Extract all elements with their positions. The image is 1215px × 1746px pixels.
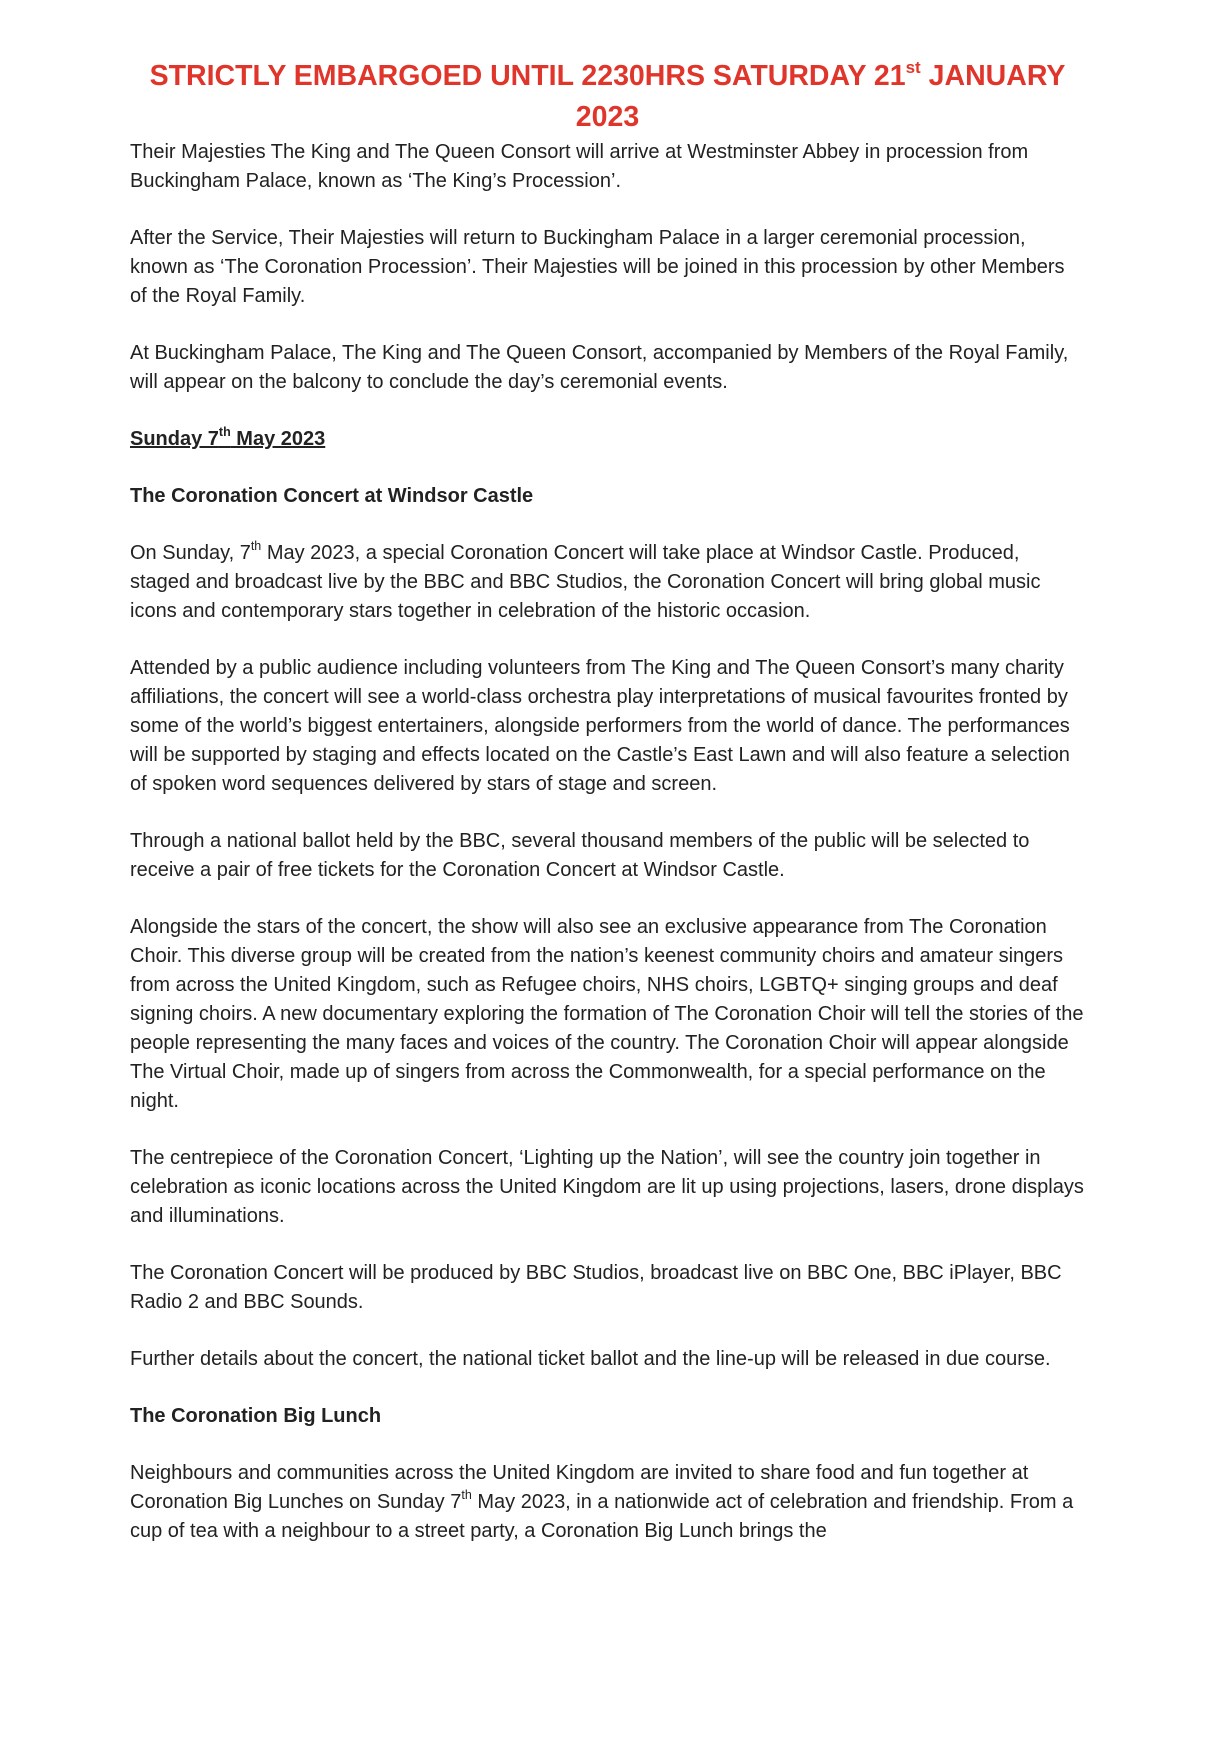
- paragraph-concert-broadcast: The Coronation Concert will be produced by BBC Studios, broadcast live on BBC One, BBC iPlayer, BBC Radio 2 and BBC Sounds.: [130, 1262, 1062, 1313]
- paragraph-concert-intro: [130, 539, 1085, 626]
- concert-intro-suffix: th: [250, 539, 262, 554]
- embargo-text-month: JANUARY: [920, 60, 1066, 92]
- date-heading-month: May 2023: [230, 428, 326, 450]
- big-lunch-suffix: th: [461, 1488, 472, 1503]
- concert-intro-start: On Sunday, 7: [130, 542, 251, 564]
- embargo-notice: [130, 56, 1085, 138]
- date-heading-suffix: th: [218, 425, 231, 440]
- embargo-text-year: 2023: [575, 101, 640, 133]
- date-heading-sunday: [130, 425, 1085, 454]
- section-heading-concert: The Coronation Concert at Windsor Castle: [130, 485, 534, 507]
- paragraph-coronation-choir: Alongside the stars of the concert, the show will also see an exclusive appearance from The Coronation Choir. This diverse group will be created from the nation’s keenest community choirs and amateur singers from across the United Kingdom, such as Refugee choirs, NHS choirs, LGBTQ+ singing groups and deaf signing choirs. A new documentary exploring the formation of The Coronation Choir will tell the stories of the people representing the many faces and voices of the country. The Coronation Choir will appear alongside The Virtual Choir, made up of singers from across the Commonwealth, for a special performance on the night.: [130, 916, 1084, 1112]
- paragraph-balcony: At Buckingham Palace, The King and The Queen Consort, accompanied by Members of the Royal Family, will appear on the balcony to conclude the day’s ceremonial events.: [130, 342, 1069, 393]
- date-heading-text: Sunday 7: [130, 428, 219, 450]
- section-heading-big-lunch: The Coronation Big Lunch: [130, 1405, 382, 1427]
- big-lunch-rest: May 2023, in a nationwide act of celebration and friendship. From a cup of tea with a neighbour to a street party, a Coronation Big Lunch brings the: [130, 1491, 1074, 1542]
- paragraph-lighting-up-the-nation: The centrepiece of the Coronation Concert, ‘Lighting up the Nation’, will see the country join together in celebration as iconic locations across the United Kingdom are lit up using projections, lasers, drone displays and illuminations.: [130, 1147, 1084, 1227]
- paragraph-kings-procession: Their Majesties The King and The Queen Consort will arrive at Westminster Abbey in procession from Buckingham Palace, known as ‘The King’s Procession’.: [130, 141, 1029, 192]
- embargo-ordinal-suffix: st: [905, 57, 921, 77]
- paragraph-coronation-procession: After the Service, Their Majesties will return to Buckingham Palace in a larger ceremonial procession, known as ‘The Coronation Procession’. Their Majesties will be joined in this procession by other Members of the Royal Family.: [130, 227, 1065, 307]
- concert-intro-rest: May 2023, a special Coronation Concert will take place at Windsor Castle. Produced, staged and broadcast live by the BBC and BBC Studios, the Coronation Concert will bring global music icons and contemporary stars together in celebration of the historic occasion.: [130, 542, 1041, 622]
- paragraph-concert-audience: Attended by a public audience including volunteers from The King and The Queen Consort’s many charity affiliations, the concert will see a world-class orchestra play interpretations of musical favourites fronted by some of the world’s biggest entertainers, alongside performers from the world of dance. The performances will be supported by staging and effects located on the Castle’s East Lawn and will also feature a selection of spoken word sequences delivered by stars of stage and screen.: [130, 657, 1070, 795]
- embargo-text-line1: STRICTLY EMBARGOED UNTIL 2230HRS SATURDAY 21: [149, 60, 906, 92]
- paragraph-concert-ballot: Through a national ballot held by the BBC, several thousand members of the public will be selected to receive a pair of free tickets for the Coronation Concert at Windsor Castle.: [130, 830, 1030, 881]
- big-lunch-start: Neighbours and communities across the United Kingdom are invited to share food and fun together at Coronation Big Lunches on Sunday 7: [130, 1462, 1029, 1513]
- paragraph-big-lunch: [130, 1459, 1085, 1546]
- paragraph-concert-further-details: Further details about the concert, the national ticket ballot and the line-up will be released in due course.: [130, 1348, 1051, 1370]
